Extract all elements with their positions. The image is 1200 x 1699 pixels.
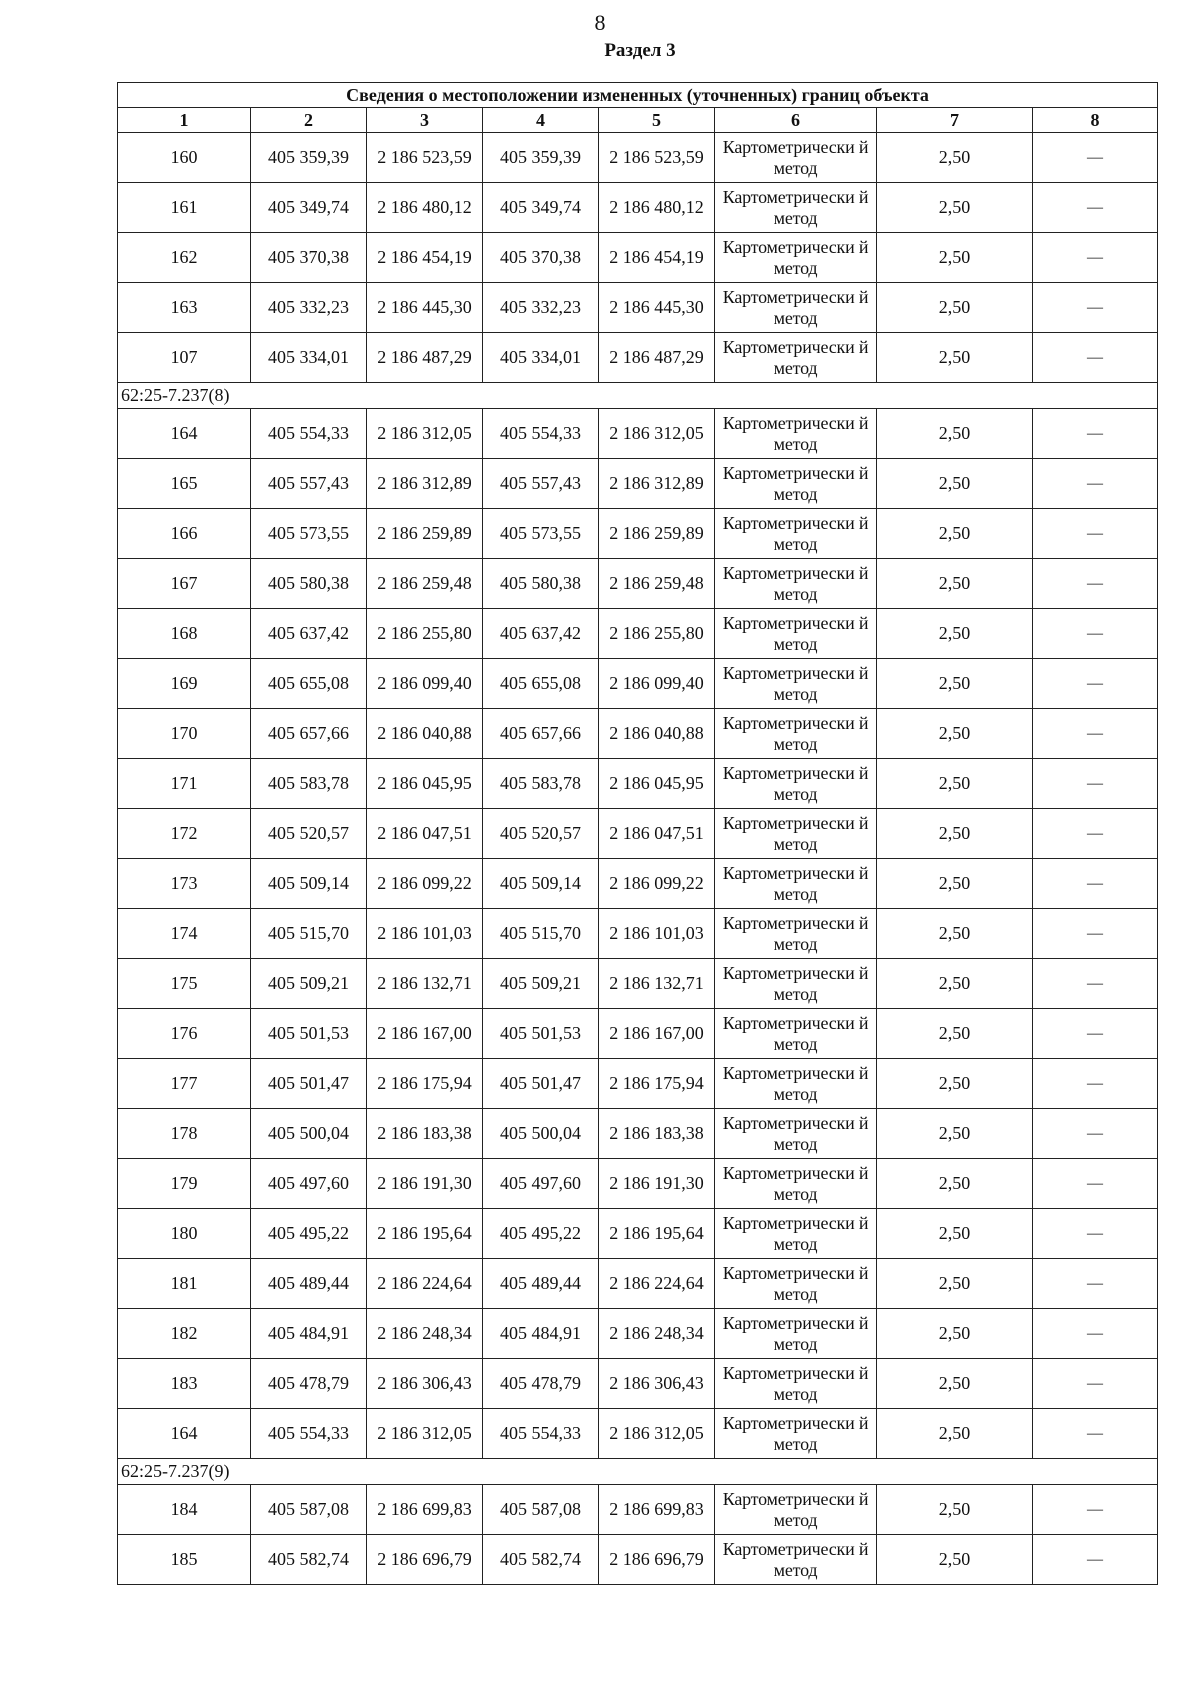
accuracy-cell: 2,50 — [877, 1309, 1033, 1359]
point-number-cell: 161 — [118, 183, 251, 233]
point-number-cell: 167 — [118, 559, 251, 609]
table-row — [118, 1059, 1158, 1109]
y-new-cell: 2 186 132,71 — [599, 959, 715, 1009]
y-new-cell: 2 186 248,34 — [599, 1309, 715, 1359]
y-new-cell: 2 186 523,59 — [599, 133, 715, 183]
method-cell: Картометрически й метод — [715, 1535, 877, 1585]
y-existing-cell: 2 186 167,00 — [367, 1009, 483, 1059]
table-row — [118, 809, 1158, 859]
x-existing-cell: 405 557,43 — [251, 459, 367, 509]
table-row — [118, 909, 1158, 959]
x-existing-cell: 405 484,91 — [251, 1309, 367, 1359]
description-cell: — — [1033, 509, 1158, 559]
point-number-cell: 176 — [118, 1009, 251, 1059]
x-new-cell: 405 573,55 — [483, 509, 599, 559]
accuracy-cell: 2,50 — [877, 809, 1033, 859]
y-existing-cell: 2 186 480,12 — [367, 183, 483, 233]
table-row — [118, 333, 1158, 383]
x-new-cell: 405 637,42 — [483, 609, 599, 659]
y-new-cell: 2 186 696,79 — [599, 1535, 715, 1585]
table-row — [118, 1159, 1158, 1209]
accuracy-cell: 2,50 — [877, 1009, 1033, 1059]
method-cell: Картометрически й метод — [715, 1485, 877, 1535]
description-cell: — — [1033, 859, 1158, 909]
y-existing-cell: 2 186 040,88 — [367, 709, 483, 759]
description-cell: — — [1033, 909, 1158, 959]
x-existing-cell: 405 580,38 — [251, 559, 367, 609]
accuracy-cell: 2,50 — [877, 409, 1033, 459]
table-row — [118, 1485, 1158, 1535]
x-existing-cell: 405 657,66 — [251, 709, 367, 759]
description-cell: — — [1033, 809, 1158, 859]
y-existing-cell: 2 186 183,38 — [367, 1109, 483, 1159]
table-row — [118, 459, 1158, 509]
description-cell: — — [1033, 459, 1158, 509]
method-cell: Картометрически й метод — [715, 709, 877, 759]
description-cell: — — [1033, 1485, 1158, 1535]
x-existing-cell: 405 501,53 — [251, 1009, 367, 1059]
accuracy-cell: 2,50 — [877, 959, 1033, 1009]
column-header-row — [118, 108, 1158, 133]
group-label: 62:25-7.237(8) — [118, 383, 1158, 409]
y-new-cell: 2 186 175,94 — [599, 1059, 715, 1109]
table-row — [118, 1209, 1158, 1259]
method-cell: Картометрически й метод — [715, 559, 877, 609]
y-existing-cell: 2 186 099,22 — [367, 859, 483, 909]
column-header-4: 4 — [483, 108, 599, 133]
x-new-cell: 405 557,43 — [483, 459, 599, 509]
y-existing-cell: 2 186 195,64 — [367, 1209, 483, 1259]
description-cell: — — [1033, 659, 1158, 709]
point-number-cell: 185 — [118, 1535, 251, 1585]
accuracy-cell: 2,50 — [877, 1059, 1033, 1109]
x-new-cell: 405 495,22 — [483, 1209, 599, 1259]
description-cell: — — [1033, 609, 1158, 659]
accuracy-cell: 2,50 — [877, 559, 1033, 609]
x-new-cell: 405 582,74 — [483, 1535, 599, 1585]
column-header-2: 2 — [251, 108, 367, 133]
description-cell: — — [1033, 559, 1158, 609]
accuracy-cell: 2,50 — [877, 709, 1033, 759]
x-existing-cell: 405 509,21 — [251, 959, 367, 1009]
x-existing-cell: 405 587,08 — [251, 1485, 367, 1535]
description-cell: — — [1033, 1059, 1158, 1109]
x-existing-cell: 405 655,08 — [251, 659, 367, 709]
x-new-cell: 405 478,79 — [483, 1359, 599, 1409]
accuracy-cell: 2,50 — [877, 283, 1033, 333]
y-existing-cell: 2 186 445,30 — [367, 283, 483, 333]
y-existing-cell: 2 186 255,80 — [367, 609, 483, 659]
point-number-cell: 177 — [118, 1059, 251, 1109]
y-new-cell: 2 186 454,19 — [599, 233, 715, 283]
y-new-cell: 2 186 183,38 — [599, 1109, 715, 1159]
table-row — [118, 659, 1158, 709]
accuracy-cell: 2,50 — [877, 1409, 1033, 1459]
method-cell: Картометрически й метод — [715, 183, 877, 233]
y-existing-cell: 2 186 175,94 — [367, 1059, 483, 1109]
accuracy-cell: 2,50 — [877, 233, 1033, 283]
description-cell: — — [1033, 1409, 1158, 1459]
accuracy-cell: 2,50 — [877, 1259, 1033, 1309]
x-existing-cell: 405 637,42 — [251, 609, 367, 659]
x-new-cell: 405 655,08 — [483, 659, 599, 709]
table-row — [118, 709, 1158, 759]
table-row — [118, 133, 1158, 183]
table-row — [118, 1309, 1158, 1359]
table-row — [118, 183, 1158, 233]
accuracy-cell: 2,50 — [877, 1485, 1033, 1535]
x-new-cell: 405 554,33 — [483, 1409, 599, 1459]
y-existing-cell: 2 186 306,43 — [367, 1359, 483, 1409]
y-new-cell: 2 186 099,40 — [599, 659, 715, 709]
y-existing-cell: 2 186 045,95 — [367, 759, 483, 809]
x-existing-cell: 405 497,60 — [251, 1159, 367, 1209]
accuracy-cell: 2,50 — [877, 759, 1033, 809]
x-existing-cell: 405 583,78 — [251, 759, 367, 809]
table-row — [118, 283, 1158, 333]
point-number-cell: 181 — [118, 1259, 251, 1309]
y-new-cell: 2 186 224,64 — [599, 1259, 715, 1309]
y-existing-cell: 2 186 312,89 — [367, 459, 483, 509]
table-caption-row — [118, 83, 1158, 108]
method-cell: Картометрически й метод — [715, 1059, 877, 1109]
method-cell: Картометрически й метод — [715, 1009, 877, 1059]
point-number-cell: 169 — [118, 659, 251, 709]
x-new-cell: 405 359,39 — [483, 133, 599, 183]
x-existing-cell: 405 478,79 — [251, 1359, 367, 1409]
point-number-cell: 180 — [118, 1209, 251, 1259]
x-existing-cell: 405 500,04 — [251, 1109, 367, 1159]
point-number-cell: 165 — [118, 459, 251, 509]
y-existing-cell: 2 186 248,34 — [367, 1309, 483, 1359]
y-existing-cell: 2 186 487,29 — [367, 333, 483, 383]
column-header-1: 1 — [118, 108, 251, 133]
method-cell: Картометрически й метод — [715, 909, 877, 959]
description-cell: — — [1033, 1309, 1158, 1359]
column-header-7: 7 — [877, 108, 1033, 133]
method-cell: Картометрически й метод — [715, 133, 877, 183]
description-cell: — — [1033, 409, 1158, 459]
group-row — [118, 1459, 1158, 1485]
point-number-cell: 166 — [118, 509, 251, 559]
description-cell: — — [1033, 233, 1158, 283]
x-new-cell: 405 509,21 — [483, 959, 599, 1009]
point-number-cell: 164 — [118, 409, 251, 459]
x-existing-cell: 405 334,01 — [251, 333, 367, 383]
group-label: 62:25-7.237(9) — [118, 1459, 1158, 1485]
x-new-cell: 405 334,01 — [483, 333, 599, 383]
point-number-cell: 163 — [118, 283, 251, 333]
y-new-cell: 2 186 487,29 — [599, 333, 715, 383]
y-existing-cell: 2 186 259,48 — [367, 559, 483, 609]
accuracy-cell: 2,50 — [877, 909, 1033, 959]
y-existing-cell: 2 186 047,51 — [367, 809, 483, 859]
x-existing-cell: 405 349,74 — [251, 183, 367, 233]
y-new-cell: 2 186 191,30 — [599, 1159, 715, 1209]
y-new-cell: 2 186 167,00 — [599, 1009, 715, 1059]
y-new-cell: 2 186 312,05 — [599, 409, 715, 459]
y-new-cell: 2 186 101,03 — [599, 909, 715, 959]
method-cell: Картометрически й метод — [715, 859, 877, 909]
method-cell: Картометрически й метод — [715, 233, 877, 283]
x-new-cell: 405 501,53 — [483, 1009, 599, 1059]
section-title: Раздел 3 — [604, 40, 676, 61]
x-new-cell: 405 520,57 — [483, 809, 599, 859]
accuracy-cell: 2,50 — [877, 1535, 1033, 1585]
column-header-6: 6 — [715, 108, 877, 133]
coordinates-table — [117, 82, 1158, 1585]
description-cell: — — [1033, 1109, 1158, 1159]
y-existing-cell: 2 186 101,03 — [367, 909, 483, 959]
point-number-cell: 182 — [118, 1309, 251, 1359]
description-cell: — — [1033, 183, 1158, 233]
method-cell: Картометрически й метод — [715, 1309, 877, 1359]
point-number-cell: 170 — [118, 709, 251, 759]
description-cell: — — [1033, 759, 1158, 809]
accuracy-cell: 2,50 — [877, 859, 1033, 909]
description-cell: — — [1033, 283, 1158, 333]
description-cell: — — [1033, 1259, 1158, 1309]
description-cell: — — [1033, 709, 1158, 759]
point-number-cell: 107 — [118, 333, 251, 383]
y-new-cell: 2 186 255,80 — [599, 609, 715, 659]
y-new-cell: 2 186 480,12 — [599, 183, 715, 233]
y-new-cell: 2 186 312,05 — [599, 1409, 715, 1459]
y-new-cell: 2 186 699,83 — [599, 1485, 715, 1535]
x-existing-cell: 405 509,14 — [251, 859, 367, 909]
method-cell: Картометрически й метод — [715, 409, 877, 459]
x-new-cell: 405 349,74 — [483, 183, 599, 233]
x-new-cell: 405 497,60 — [483, 1159, 599, 1209]
x-new-cell: 405 657,66 — [483, 709, 599, 759]
y-new-cell: 2 186 099,22 — [599, 859, 715, 909]
method-cell: Картометрически й метод — [715, 1259, 877, 1309]
x-existing-cell: 405 554,33 — [251, 1409, 367, 1459]
accuracy-cell: 2,50 — [877, 1159, 1033, 1209]
point-number-cell: 172 — [118, 809, 251, 859]
x-existing-cell: 405 359,39 — [251, 133, 367, 183]
x-new-cell: 405 484,91 — [483, 1309, 599, 1359]
table-caption: Сведения о местоположении измененных (уточненных) границ объекта — [118, 83, 1158, 108]
method-cell: Картометрически й метод — [715, 809, 877, 859]
page-number: 8 — [594, 10, 606, 35]
table-row — [118, 609, 1158, 659]
point-number-cell: 178 — [118, 1109, 251, 1159]
y-new-cell: 2 186 306,43 — [599, 1359, 715, 1409]
table-row — [118, 759, 1158, 809]
method-cell: Картометрически й метод — [715, 333, 877, 383]
method-cell: Картометрически й метод — [715, 1109, 877, 1159]
accuracy-cell: 2,50 — [877, 509, 1033, 559]
column-header-3: 3 — [367, 108, 483, 133]
table-row — [118, 1535, 1158, 1585]
x-existing-cell: 405 332,23 — [251, 283, 367, 333]
table-row — [118, 1409, 1158, 1459]
point-number-cell: 160 — [118, 133, 251, 183]
table-row — [118, 1259, 1158, 1309]
point-number-cell: 183 — [118, 1359, 251, 1409]
method-cell: Картометрически й метод — [715, 1359, 877, 1409]
description-cell: — — [1033, 333, 1158, 383]
y-new-cell: 2 186 040,88 — [599, 709, 715, 759]
x-existing-cell: 405 582,74 — [251, 1535, 367, 1585]
accuracy-cell: 2,50 — [877, 609, 1033, 659]
accuracy-cell: 2,50 — [877, 333, 1033, 383]
y-existing-cell: 2 186 699,83 — [367, 1485, 483, 1535]
point-number-cell: 162 — [118, 233, 251, 283]
table-row — [118, 1359, 1158, 1409]
method-cell: Картометрически й метод — [715, 1159, 877, 1209]
x-new-cell: 405 332,23 — [483, 283, 599, 333]
x-new-cell: 405 583,78 — [483, 759, 599, 809]
x-existing-cell: 405 370,38 — [251, 233, 367, 283]
accuracy-cell: 2,50 — [877, 183, 1033, 233]
point-number-cell: 184 — [118, 1485, 251, 1535]
table-row — [118, 509, 1158, 559]
y-new-cell: 2 186 047,51 — [599, 809, 715, 859]
description-cell: — — [1033, 1359, 1158, 1409]
accuracy-cell: 2,50 — [877, 459, 1033, 509]
accuracy-cell: 2,50 — [877, 1109, 1033, 1159]
point-number-cell: 174 — [118, 909, 251, 959]
table-row — [118, 1009, 1158, 1059]
y-new-cell: 2 186 445,30 — [599, 283, 715, 333]
point-number-cell: 173 — [118, 859, 251, 909]
table-row — [118, 559, 1158, 609]
description-cell: — — [1033, 133, 1158, 183]
y-existing-cell: 2 186 312,05 — [367, 1409, 483, 1459]
x-existing-cell: 405 573,55 — [251, 509, 367, 559]
column-header-8: 8 — [1033, 108, 1158, 133]
y-new-cell: 2 186 045,95 — [599, 759, 715, 809]
table-row — [118, 859, 1158, 909]
accuracy-cell: 2,50 — [877, 1359, 1033, 1409]
method-cell: Картометрически й метод — [715, 759, 877, 809]
description-cell: — — [1033, 1009, 1158, 1059]
x-new-cell: 405 580,38 — [483, 559, 599, 609]
point-number-cell: 168 — [118, 609, 251, 659]
description-cell: — — [1033, 1209, 1158, 1259]
description-cell: — — [1033, 1159, 1158, 1209]
description-cell: — — [1033, 959, 1158, 1009]
x-new-cell: 405 489,44 — [483, 1259, 599, 1309]
x-existing-cell: 405 501,47 — [251, 1059, 367, 1109]
table-row — [118, 233, 1158, 283]
point-number-cell: 175 — [118, 959, 251, 1009]
method-cell: Картометрически й метод — [715, 959, 877, 1009]
table-row — [118, 409, 1158, 459]
y-new-cell: 2 186 259,48 — [599, 559, 715, 609]
y-existing-cell: 2 186 191,30 — [367, 1159, 483, 1209]
y-existing-cell: 2 186 523,59 — [367, 133, 483, 183]
x-existing-cell: 405 520,57 — [251, 809, 367, 859]
x-new-cell: 405 500,04 — [483, 1109, 599, 1159]
x-existing-cell: 405 489,44 — [251, 1259, 367, 1309]
y-existing-cell: 2 186 312,05 — [367, 409, 483, 459]
point-number-cell: 179 — [118, 1159, 251, 1209]
y-new-cell: 2 186 312,89 — [599, 459, 715, 509]
x-new-cell: 405 501,47 — [483, 1059, 599, 1109]
method-cell: Картометрически й метод — [715, 509, 877, 559]
y-existing-cell: 2 186 224,64 — [367, 1259, 483, 1309]
y-existing-cell: 2 186 099,40 — [367, 659, 483, 709]
method-cell: Картометрически й метод — [715, 283, 877, 333]
x-new-cell: 405 587,08 — [483, 1485, 599, 1535]
table-body — [118, 83, 1158, 1585]
y-existing-cell: 2 186 259,89 — [367, 509, 483, 559]
group-row — [118, 383, 1158, 409]
y-new-cell: 2 186 195,64 — [599, 1209, 715, 1259]
column-header-5: 5 — [599, 108, 715, 133]
table-row — [118, 959, 1158, 1009]
point-number-cell: 164 — [118, 1409, 251, 1459]
accuracy-cell: 2,50 — [877, 659, 1033, 709]
y-existing-cell: 2 186 132,71 — [367, 959, 483, 1009]
x-new-cell: 405 509,14 — [483, 859, 599, 909]
description-cell: — — [1033, 1535, 1158, 1585]
y-new-cell: 2 186 259,89 — [599, 509, 715, 559]
accuracy-cell: 2,50 — [877, 133, 1033, 183]
accuracy-cell: 2,50 — [877, 1209, 1033, 1259]
y-existing-cell: 2 186 454,19 — [367, 233, 483, 283]
x-existing-cell: 405 554,33 — [251, 409, 367, 459]
method-cell: Картометрически й метод — [715, 659, 877, 709]
method-cell: Картометрически й метод — [715, 1209, 877, 1259]
y-existing-cell: 2 186 696,79 — [367, 1535, 483, 1585]
point-number-cell: 171 — [118, 759, 251, 809]
x-existing-cell: 405 515,70 — [251, 909, 367, 959]
x-new-cell: 405 515,70 — [483, 909, 599, 959]
table-row — [118, 1109, 1158, 1159]
method-cell: Картометрически й метод — [715, 459, 877, 509]
x-existing-cell: 405 495,22 — [251, 1209, 367, 1259]
x-new-cell: 405 370,38 — [483, 233, 599, 283]
x-new-cell: 405 554,33 — [483, 409, 599, 459]
method-cell: Картометрически й метод — [715, 609, 877, 659]
method-cell: Картометрически й метод — [715, 1409, 877, 1459]
